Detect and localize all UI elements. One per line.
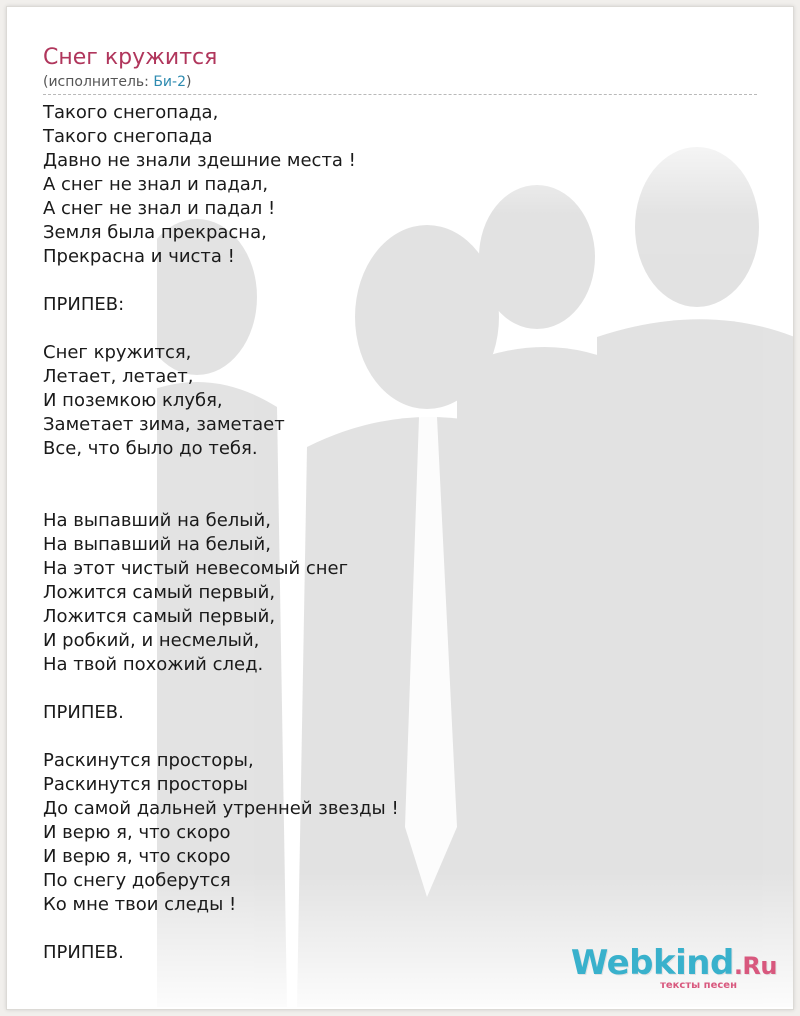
lyric-line: На твой похожий след. xyxy=(43,654,264,675)
lyric-line: По снегу доберутся xyxy=(43,870,231,891)
logo-tld: .Ru xyxy=(733,952,777,980)
lyric-line: И робкий, и несмелый, xyxy=(43,630,260,651)
lyric-blank-line xyxy=(43,917,563,941)
lyric-line: Такого снегопада, xyxy=(43,102,219,123)
lyric-line: Такого снегопада xyxy=(43,126,213,147)
lyric-line: Прекрасна и чиста ! xyxy=(43,246,235,267)
lyric-line: Все, что было до тебя. xyxy=(43,438,258,459)
site-logo[interactable] xyxy=(571,945,777,991)
lyric-line: Земля была прекрасна, xyxy=(43,222,267,243)
lyric-line: Ложится самый первый, xyxy=(43,582,276,603)
lyric-blank-line xyxy=(43,317,563,341)
lyric-line: На выпавший на белый, xyxy=(43,510,271,531)
lyric-line: И верю я, что скоро xyxy=(43,846,231,867)
lyric-line: ПРИПЕВ: xyxy=(43,294,125,315)
artist-suffix: ) xyxy=(185,74,192,90)
lyric-blank-line xyxy=(43,677,563,701)
header-divider xyxy=(43,94,757,95)
lyric-blank-line xyxy=(43,269,563,293)
song-title: Снег кружится xyxy=(43,45,218,70)
lyrics-text xyxy=(43,101,563,965)
lyric-line: Ко мне твои следы ! xyxy=(43,894,237,915)
lyric-line: И верю я, что скоро xyxy=(43,822,231,843)
lyric-line: Раскинутся просторы xyxy=(43,774,248,795)
lyric-line: И поземкою клубя, xyxy=(43,390,223,411)
artist-link[interactable]: Би-2 xyxy=(153,74,186,90)
lyric-line: На выпавший на белый, xyxy=(43,534,271,555)
lyric-line: ПРИПЕВ. xyxy=(43,942,124,963)
song-header xyxy=(43,45,763,91)
lyric-line: Заметает зима, заметает xyxy=(43,414,285,435)
lyric-line: До самой дальней утренней звезды ! xyxy=(43,798,399,819)
lyric-line: Ложится самый первый, xyxy=(43,606,276,627)
lyrics-page xyxy=(6,6,794,1010)
lyric-line: Давно не знали здешние места ! xyxy=(43,150,356,171)
artist-line xyxy=(43,73,763,91)
logo-name: Webkind xyxy=(570,943,734,983)
logo-tagline: тексты песен xyxy=(660,980,737,991)
lyric-line: А снег не знал и падал, xyxy=(43,174,269,195)
lyric-line: Снег кружится, xyxy=(43,342,192,363)
lyric-blank-line xyxy=(43,725,563,749)
lyric-line: А снег не знал и падал ! xyxy=(43,198,276,219)
logo-wordmark xyxy=(571,945,777,984)
lyric-line: Раскинутся просторы, xyxy=(43,750,254,771)
lyric-blank-line xyxy=(43,461,563,485)
artist-prefix: (исполнитель: xyxy=(43,74,154,90)
lyric-blank-line xyxy=(43,485,563,509)
lyric-line: На этот чистый невесомый снег xyxy=(43,558,349,579)
lyric-line: Летает, летает, xyxy=(43,366,194,387)
lyric-line: ПРИПЕВ. xyxy=(43,702,124,723)
